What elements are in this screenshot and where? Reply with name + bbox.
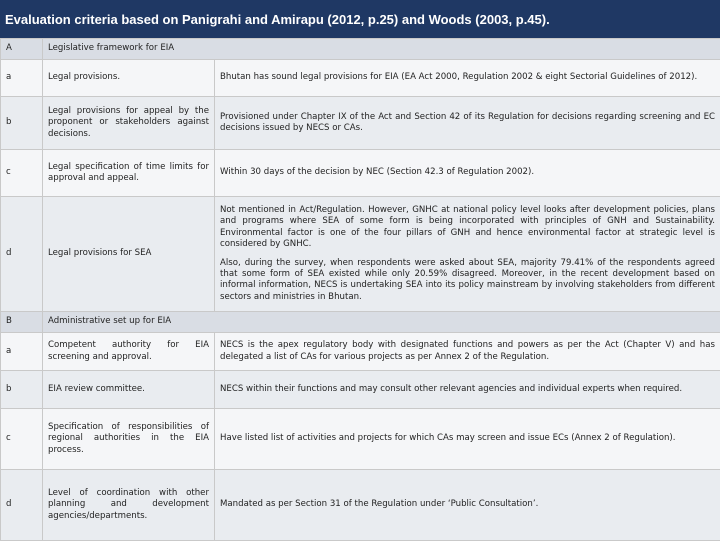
row-label: d (1, 197, 43, 312)
row-label: b (1, 97, 43, 150)
finding-cell (215, 197, 720, 312)
criterion-cell: Legal provisions. (43, 60, 215, 97)
criterion-cell: Specification of responsibilities of regional authorities in the EIA process. (43, 409, 215, 470)
row-label: a (1, 333, 43, 371)
table-row (1, 409, 720, 470)
finding-cell (215, 333, 720, 371)
finding-text: Within 30 days of the decision by NEC (Section 42.3 of Regulation 2002). (220, 167, 715, 178)
criterion-cell: Legal provisions for appeal by the proponent or stakeholders against decisions. (43, 97, 215, 150)
row-label: c (1, 409, 43, 470)
row-label: c (1, 150, 43, 197)
finding-text: Not mentioned in Act/Regulation. However, GNHC at national policy level looks after development policies, plans and programs where SEA of some form is being incorporated with principles of GNH and Sustainability. Environmental factor is one of the four pillars of GNH and hence environmental factor at strategic level is considered by GNHC. (220, 205, 715, 250)
row-label: a (1, 60, 43, 97)
finding-cell (215, 371, 720, 409)
criterion-cell: EIA review committee. (43, 371, 215, 409)
section-label: B (1, 312, 43, 333)
row-label: d (1, 470, 43, 541)
finding-cell (215, 97, 720, 150)
table-row (1, 371, 720, 409)
finding-text: NECS is the apex regulatory body with designated functions and powers as per the Act (Chapter V) and has delegated a list of CAs for various projects as per Annex 2 of the Regulation. (220, 340, 715, 363)
table-row (1, 197, 720, 312)
finding-text: Have listed list of activities and projects for which CAs may screen and issue ECs (Annex 2 of Regulation). (220, 433, 715, 444)
finding-text: Bhutan has sound legal provisions for EIA (EA Act 2000, Regulation 2002 & eight Sectorial Guidelines of 2012). (220, 72, 715, 83)
criterion-cell: Competent authority for EIA screening and approval. (43, 333, 215, 371)
finding-cell (215, 409, 720, 470)
finding-text: Also, during the survey, when respondents were asked about SEA, majority 79.41% of the respondents agreed that some form of SEA existed while only 20.59% disagreed. Moreover, in the recent development based on informal information, NECS is undertaking SEA into its policy mainstream by involving stakeholders from different sectors and ministries in Bhutan. (220, 258, 715, 303)
finding-cell (215, 60, 720, 97)
table-row (1, 470, 720, 541)
row-label: b (1, 371, 43, 409)
criterion-cell: Legal provisions for SEA (43, 197, 215, 312)
table-row (1, 150, 720, 197)
section-header-row (1, 312, 720, 333)
table-row (1, 60, 720, 97)
criterion-cell: Level of coordination with other planning and development agencies/departments. (43, 470, 215, 541)
finding-text: Mandated as per Section 31 of the Regulation under ‘Public Consultation’. (220, 499, 715, 510)
page-title: Evaluation criteria based on Panigrahi and Amirapu (2012, p.25) and Woods (2003, p.45). (0, 0, 720, 38)
finding-text: Provisioned under Chapter IX of the Act and Section 42 of its Regulation for decisions regarding screening and EC decisions issued by NECS or CAs. (220, 112, 715, 135)
section-heading: Administrative set up for EIA (43, 312, 720, 333)
finding-cell (215, 470, 720, 541)
section-header-row (1, 39, 720, 60)
criterion-cell: Legal specification of time limits for approval and appeal. (43, 150, 215, 197)
table-row (1, 97, 720, 150)
criteria-table (0, 38, 720, 541)
finding-text: NECS within their functions and may consult other relevant agencies and individual experts when required. (220, 384, 715, 395)
section-label: A (1, 39, 43, 60)
section-heading: Legislative framework for EIA (43, 39, 720, 60)
finding-cell (215, 150, 720, 197)
table-row (1, 333, 720, 371)
